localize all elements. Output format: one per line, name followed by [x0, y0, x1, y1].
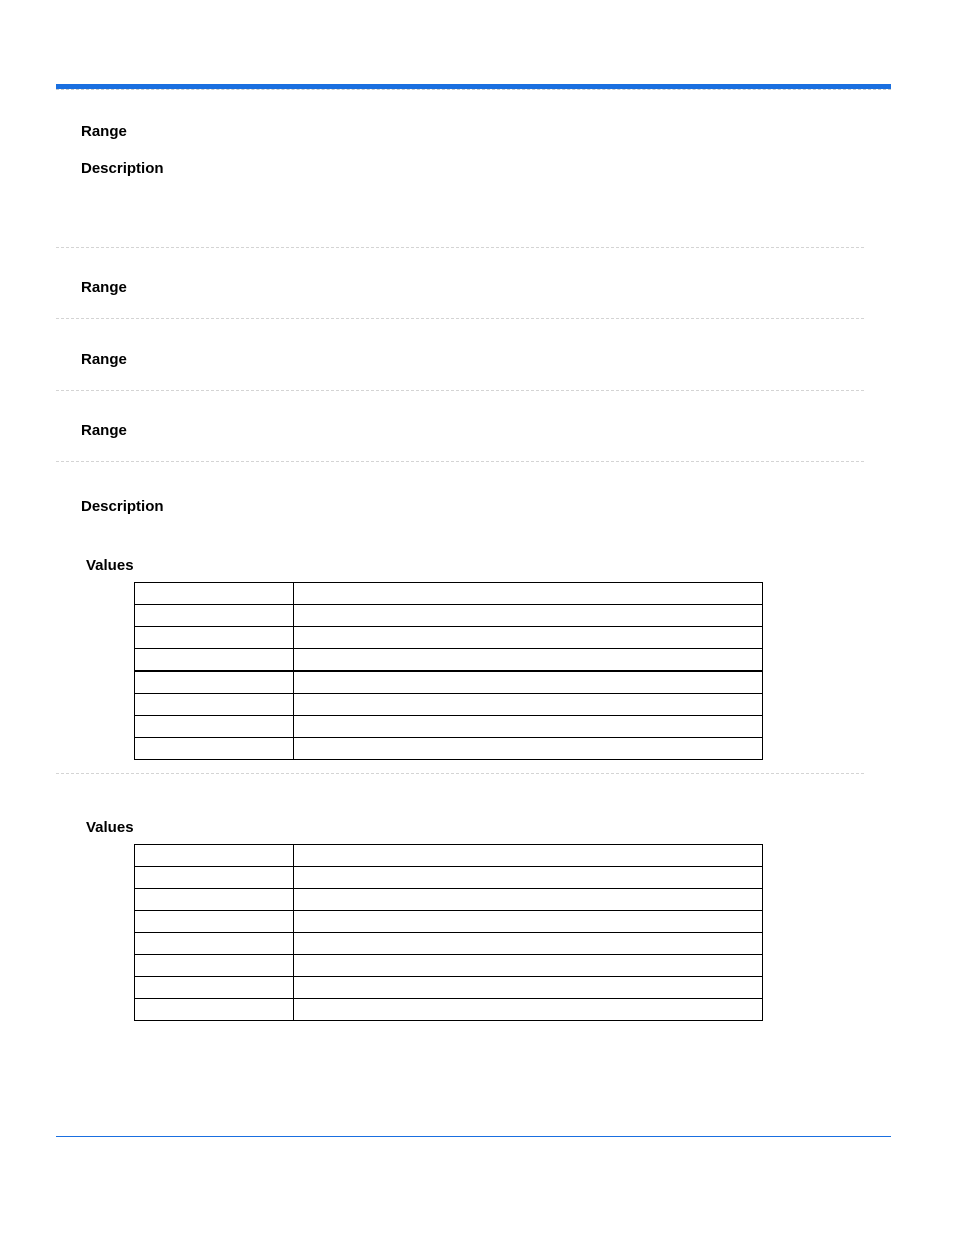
range-label: Range: [81, 351, 127, 368]
table-row: [135, 999, 763, 1021]
table-cell: [294, 955, 763, 977]
table-cell: [135, 845, 294, 867]
table-cell: [294, 716, 763, 738]
table-cell: [135, 671, 294, 694]
table-cell: [294, 977, 763, 999]
table-row: [135, 738, 763, 760]
table-cell: [135, 911, 294, 933]
table-row: [135, 583, 763, 605]
table-row: [135, 867, 763, 889]
table-row: [135, 627, 763, 649]
table-cell: [294, 671, 763, 694]
description-label: Description: [81, 160, 164, 177]
table-cell: [294, 933, 763, 955]
table-cell: [135, 867, 294, 889]
table-cell: [135, 627, 294, 649]
table-cell: [294, 605, 763, 627]
table-row: [135, 605, 763, 627]
table-cell: [135, 999, 294, 1021]
table-row: [135, 845, 763, 867]
table-row: [135, 933, 763, 955]
table-cell: [294, 627, 763, 649]
table-cell: [135, 977, 294, 999]
header-dash-divider: [56, 89, 891, 90]
table-row: [135, 716, 763, 738]
section-divider: [56, 773, 864, 774]
table-row: [135, 889, 763, 911]
table-cell: [135, 889, 294, 911]
table-cell: [135, 716, 294, 738]
table-cell: [294, 649, 763, 672]
table-cell: [294, 738, 763, 760]
table-cell: [294, 845, 763, 867]
table-row: [135, 977, 763, 999]
table-cell: [135, 955, 294, 977]
range-label: Range: [81, 279, 127, 296]
table-cell: [294, 999, 763, 1021]
table-cell: [294, 867, 763, 889]
table-cell: [294, 911, 763, 933]
range-label: Range: [81, 422, 127, 439]
values-label: Values: [86, 819, 134, 836]
description-label: Description: [81, 498, 164, 515]
values-label: Values: [86, 557, 134, 574]
table-cell: [294, 889, 763, 911]
section-divider: [56, 318, 864, 319]
values-table: [134, 582, 763, 760]
table-row: [135, 955, 763, 977]
footer-rule: [56, 1136, 891, 1137]
table-cell: [135, 738, 294, 760]
table-row: [135, 649, 763, 672]
section-divider: [56, 390, 864, 391]
table-cell: [294, 694, 763, 716]
table-cell: [135, 694, 294, 716]
section-divider: [56, 247, 864, 248]
table-cell: [294, 583, 763, 605]
table-cell: [135, 605, 294, 627]
section-divider: [56, 461, 864, 462]
table-row: [135, 671, 763, 694]
table-cell: [135, 933, 294, 955]
range-label: Range: [81, 123, 127, 140]
table-row: [135, 911, 763, 933]
table-cell: [135, 583, 294, 605]
table-row: [135, 694, 763, 716]
values-table: [134, 844, 763, 1021]
table-cell: [135, 649, 294, 672]
